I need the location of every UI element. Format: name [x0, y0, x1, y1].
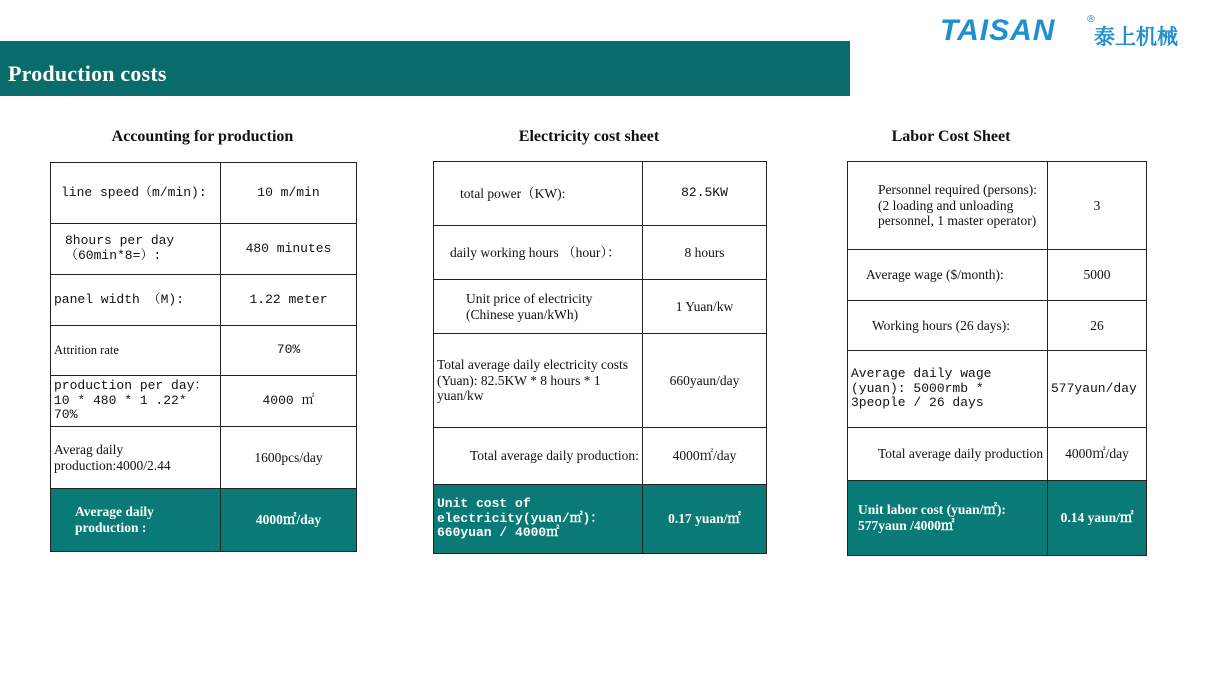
table-cell-value: 4000㎡/day — [643, 428, 767, 485]
table-cell-label: daily working hours （hour）： — [434, 226, 643, 280]
electricity-table-heading: Electricity cost sheet — [518, 128, 660, 145]
table-total-value: 0.14 yaun/㎡ — [1048, 481, 1147, 556]
table-total-row — [434, 485, 767, 554]
table-cell-label: Attrition rate — [51, 326, 221, 376]
table-row — [434, 428, 767, 485]
logo-latin: TAISAN — [940, 14, 1056, 47]
table-total-label: Average daily production : — [51, 489, 221, 552]
table-cell-label: production per day： 10 * 480 * 1 .22* 70% — [51, 376, 221, 427]
labor-table-heading: Labor Cost Sheet — [891, 128, 1011, 145]
table-row — [848, 162, 1147, 250]
company-logo — [940, 14, 1190, 48]
table-cell-value: 8 hours — [643, 226, 767, 280]
table-row — [51, 275, 357, 326]
table-total-label: Unit labor cost (yuan/㎡): 577yaun /4000㎡ — [848, 481, 1048, 556]
logo-registered-mark: ® — [1086, 14, 1096, 25]
table-cell-value: 660yaun/day — [643, 334, 767, 428]
table-row — [434, 162, 767, 226]
table-cell-value: 10 m/min — [221, 163, 357, 224]
table-row — [434, 226, 767, 280]
table-total-label: Unit cost of electricity(yuan/㎡)： 660yuan / 4000㎡ — [434, 485, 643, 554]
table-cell-value: 1.22 meter — [221, 275, 357, 326]
table-cell-label: Average daily wage (yuan): 5000rmb * 3people / 26 days — [848, 351, 1048, 428]
table-cell-label: Personnel required (persons): (2 loading and unloading personnel, 1 master operator) — [848, 162, 1048, 250]
production-table-heading: Accounting for production — [111, 128, 294, 145]
table-cell-label: Working hours (26 days): — [848, 301, 1048, 351]
table-cell-label: Total average daily production: — [434, 428, 643, 485]
title-banner — [0, 41, 850, 96]
table-row — [848, 301, 1147, 351]
table-row — [51, 224, 357, 275]
table-cell-value: 5000 — [1048, 250, 1147, 301]
table-row — [51, 376, 357, 427]
electricity-table — [433, 161, 767, 554]
table-row — [848, 250, 1147, 301]
table-cell-label: Unit price of electricity (Chinese yuan/kWh) — [434, 280, 643, 334]
table-row — [51, 427, 357, 489]
table-cell-label: total power（KW): — [434, 162, 643, 226]
table-cell-label: line speed（m/min): — [51, 163, 221, 224]
table-total-value: 4000㎡/day — [221, 489, 357, 552]
table-cell-value: 70% — [221, 326, 357, 376]
table-cell-value: 3 — [1048, 162, 1147, 250]
table-cell-label: Average wage ($/month): — [848, 250, 1048, 301]
table-cell-label: Total average daily production — [848, 428, 1048, 481]
logo-chinese: 泰上机械 — [1094, 25, 1178, 49]
table-cell-value: 480 minutes — [221, 224, 357, 275]
table-cell-label: Total average daily electricity costs (Yuan): 82.5KW * 8 hours * 1 yuan/kw — [434, 334, 643, 428]
table-cell-label: panel width （M): — [51, 275, 221, 326]
table-row — [51, 163, 357, 224]
table-row — [434, 334, 767, 428]
table-cell-value: 4000 ㎡ — [221, 376, 357, 427]
labor-table — [847, 161, 1147, 556]
table-cell-label: 8hours per day （60min*8=）: — [51, 224, 221, 275]
table-row — [434, 280, 767, 334]
table-cell-value: 577yaun/day — [1048, 351, 1147, 428]
table-total-value: 0.17 yuan/㎡ — [643, 485, 767, 554]
table-cell-value: 1600pcs/day — [221, 427, 357, 489]
table-cell-value: 1 Yuan/kw — [643, 280, 767, 334]
table-row — [848, 428, 1147, 481]
table-cell-value: 26 — [1048, 301, 1147, 351]
table-cell-label: Averag daily production:4000/2.44 — [51, 427, 221, 489]
table-total-row — [51, 489, 357, 552]
table-total-row — [848, 481, 1147, 556]
table-row — [51, 326, 357, 376]
table-row — [848, 351, 1147, 428]
table-cell-value: 4000㎡/day — [1048, 428, 1147, 481]
table-cell-value: 82.5KW — [643, 162, 767, 226]
production-table — [50, 162, 357, 552]
page-title: Production costs — [8, 61, 167, 86]
